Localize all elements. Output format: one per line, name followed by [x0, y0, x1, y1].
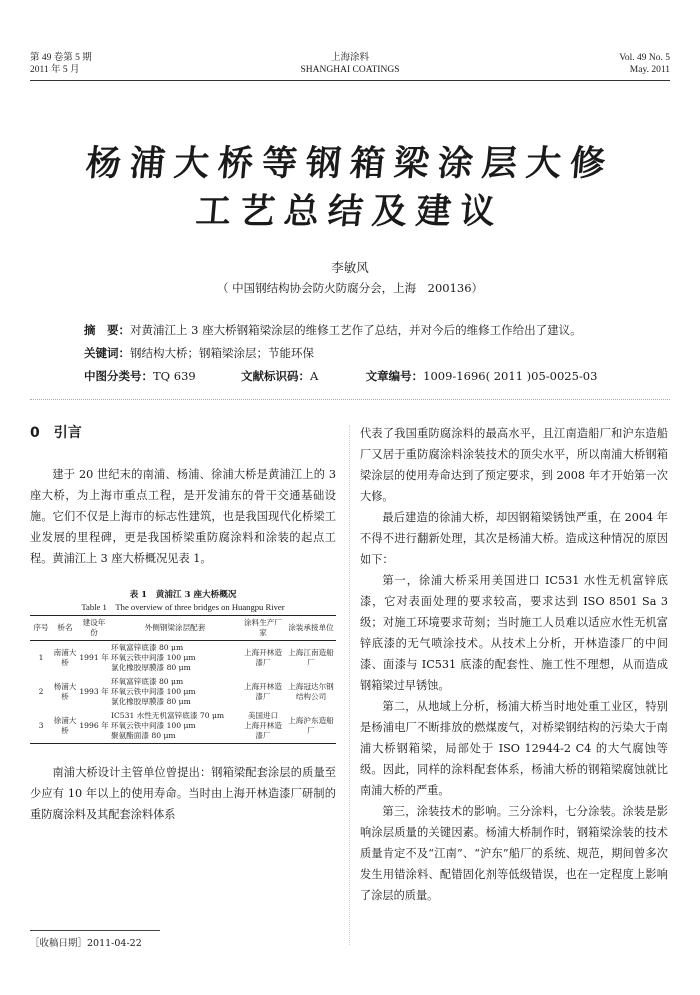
right-column	[360, 423, 668, 906]
journal-name-en: SHANGHAI COATINGS	[300, 65, 400, 75]
bridge-table	[30, 615, 336, 744]
table-row	[30, 641, 336, 676]
classification-line	[84, 368, 674, 384]
th-applicator: 涂装承接单位	[286, 616, 336, 641]
author: 李敏风	[331, 260, 369, 275]
article-number-value: 1009-1696( 2011 )05-0025-03	[423, 369, 598, 383]
right-paragraph-2: 最后建造的徐浦大桥，却因钢箱梁锈蚀严重，在 2004 年不得不进行翻新处理，其次是杨浦大桥。造成这种情况的原因如下：	[360, 511, 668, 566]
cell-year: 1993 年	[79, 687, 109, 696]
cell-year: 1991 年	[79, 653, 109, 662]
cell-maker: 上海开林造漆厂	[244, 682, 282, 701]
cell-maker: 美国进口 上海开林造漆厂	[240, 709, 286, 744]
section-heading	[30, 423, 336, 444]
abstract-text: 对黄浦江上 3 座大桥钢箱梁涂层的维修工艺作了总结，并对今后的维修工作给出了建议。	[130, 323, 582, 337]
cell-name: 徐浦大桥	[52, 709, 78, 744]
cell-name: 杨浦大桥	[53, 682, 77, 701]
section-title: 引言	[53, 425, 82, 441]
coating-layer: 聚氨酯面漆 80 μm	[111, 731, 176, 740]
table-row	[30, 709, 336, 744]
section-number: 0	[30, 425, 40, 441]
journal-name-cn: 上海涂料	[330, 53, 369, 63]
journal-volume-en	[619, 52, 670, 76]
volume-issue-cn: 第 49 卷第 5 期	[30, 53, 92, 63]
abstract-separator	[30, 399, 670, 400]
cell-coatings	[110, 641, 240, 676]
table-caption	[30, 589, 336, 613]
keywords-label: 关键词：	[84, 346, 130, 360]
coating-layer: 环氧云铁中间漆 100 μm	[111, 653, 196, 662]
right-paragraph-1: 代表了我国重防腐涂料的最高水平，且江南造船厂和沪东造船厂又居于重防腐涂料涂装技术的顶尖水平，所以南浦大桥钢箱梁涂层的使用寿命达到了预定要求，到 2008 年才开始第一次大修。	[360, 427, 668, 503]
article-title-line2: 工艺总结及建议	[194, 191, 506, 232]
cell-no: 1	[38, 653, 44, 662]
article-title-line1: 杨浦大桥等钢箱梁涂层大修	[84, 143, 616, 184]
abstract-label: 摘 要：	[84, 323, 130, 337]
right-paragraph-3: 第一，徐浦大桥采用美国进口 IC531 水性无机富锌底漆，它对表面处理的要求较高，要求达到 ISO 8501 Sa 3 级；对施工环境要求苛刻；当时施工人员难以适应水性无机富锌底漆的无气喷涂技术。从技术上分析，开林造漆厂的中间漆、面漆与 IC531 底漆的配套性、施工性不理想，从而造成钢箱梁过早锈蚀。	[360, 574, 668, 692]
volume-issue-en: Vol. 49 No. 5	[619, 53, 670, 63]
clc-value: TQ 639	[153, 369, 196, 383]
coating-layer: IC531 水性无机富锌底漆 70 μm	[111, 711, 225, 720]
intro-paragraph-1: 建于 20 世纪末的南浦、杨浦、徐浦大桥是黄浦江上的 3 座大桥，为上海市重点工程，是开发浦东的骨干交通基础设施。它们不仅是上海市的标志性建筑，也是我国现代化桥梁工业发展的里程碑，更是我国桥梁重防腐涂料和涂装的起点工程。黄浦江上 3 座大桥概况见表 1。	[30, 468, 336, 565]
coating-layer: 环氧富锌底漆 80 μm	[111, 677, 184, 686]
th-no: 序号	[30, 616, 52, 641]
article-number-label: 文章编号：	[365, 369, 424, 383]
th-name: 桥名	[52, 616, 78, 641]
intro-paragraph-2: 南浦大桥设计主管单位曾提出：钢箱梁配套涂层的质量至少应有 10 年以上的使用寿命。当时由上海开林造漆厂研制的重防腐涂料及其配套涂料体系	[30, 766, 336, 821]
coating-layer: 环氧富锌底漆 80 μm	[111, 643, 184, 652]
right-paragraph-4: 第二，从地域上分析，杨浦大桥当时地处重工业区，特别是杨浦电厂不断排放的燃煤废气，对桥梁钢结构的污染大于南浦大桥钢箱梁，局部处于 ISO 12944-2 C4 的大气腐蚀等级。因此，同样的涂料配套体系，杨浦大桥的钢箱梁腐蚀就比南浦大桥的严重。	[360, 700, 668, 797]
keywords-text: 钢结构大桥；钢箱梁涂层；节能环保	[130, 346, 314, 360]
coating-layer: 氯化橡胶厚膜漆 80 μm	[111, 697, 191, 706]
cell-no: 2	[38, 687, 44, 696]
right-paragraph-5: 第三，涂装技术的影响。三分涂料，七分涂装。涂装是影响涂层质量的关键因素。杨浦大桥制作时，钢箱梁涂装的技术质量肯定不及“江南”、“沪东”船厂的系统、规范，期间曾多次发生用错涂料、配错固化剂等低级错误，也在一定程度上影响了涂层的质量。	[360, 805, 668, 902]
cell-applicator: 上海冠达尔钢结构公司	[288, 682, 334, 701]
column-divider	[349, 425, 350, 945]
cell-applicator: 上海沪东造船厂	[286, 709, 336, 744]
cell-no: 3	[30, 709, 52, 744]
cell-name: 南浦大桥	[53, 648, 77, 667]
keywords	[84, 345, 674, 361]
th-coatings: 外侧钢梁涂层配套	[110, 616, 240, 641]
journal-name	[0, 52, 700, 76]
header-rule	[30, 80, 670, 81]
table-caption-en: Table 1 The overview of three bridges on Huangpu River	[81, 602, 285, 612]
left-column	[30, 423, 336, 825]
cell-coatings	[110, 675, 240, 709]
coating-layer: 氯化橡胶厚膜漆 80 μm	[111, 663, 191, 672]
table-row	[30, 675, 336, 709]
issue-date-cn: 2011 年 5 月	[30, 65, 80, 75]
cell-year: 1996 年	[78, 709, 110, 744]
doc-code-label: 文献标识码：	[241, 369, 311, 383]
cell-coatings	[110, 709, 240, 744]
table-caption-cn: 表 1 黄浦江 3 座大桥概况	[129, 590, 237, 600]
doc-code-value: A	[310, 369, 319, 383]
cell-maker: 上海开林造漆厂	[244, 648, 282, 667]
issue-date-en: May. 2011	[629, 65, 670, 75]
footnote-rule	[30, 930, 160, 931]
cell-applicator: 上海江南造船厂	[288, 648, 334, 667]
abstract	[84, 322, 674, 338]
affiliation: （ 中国钢结构协会防火防腐分会，上海 200136）	[216, 281, 484, 295]
table-header-row	[30, 616, 336, 641]
received-date: ［收稿日期］2011-04-22	[30, 938, 142, 949]
th-maker: 涂料生产厂家	[240, 616, 286, 641]
coating-layer: 环氧云铁中间漆 100 μm	[111, 721, 196, 730]
clc-label: 中图分类号：	[84, 369, 153, 383]
th-year: 建设年份	[78, 616, 110, 641]
coating-layer: 环氧云铁中间漆 100 μm	[111, 687, 196, 696]
